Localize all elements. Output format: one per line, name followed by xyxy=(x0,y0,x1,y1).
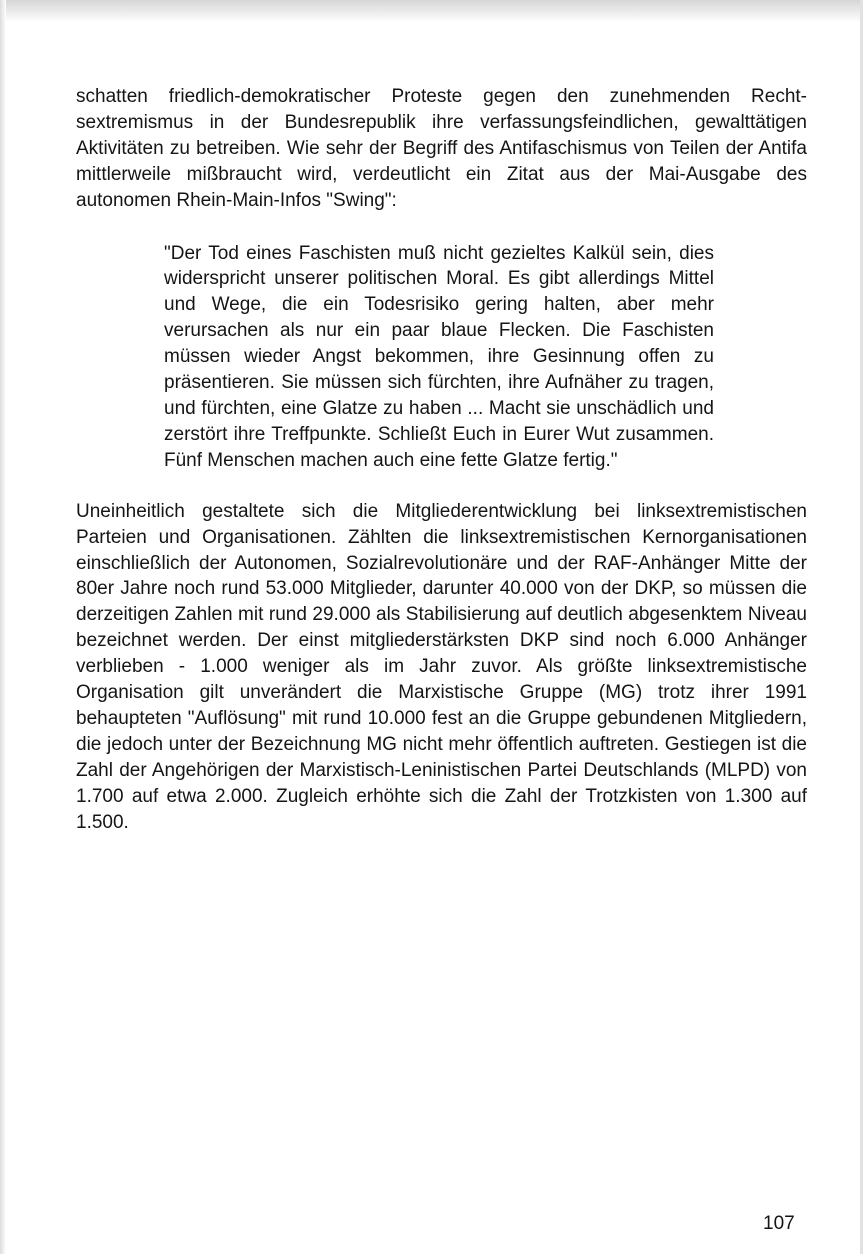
scan-shadow-left xyxy=(0,0,6,1254)
block-quote-swing: "Der Tod eines Faschisten muß nicht gezieltes Kalkül sein, dies widerspricht unserer politischen Moral. Es gibt allerdings Mittel und Wege, die ein Todesrisiko gering halten, aber mehr verursachen als nur ein paar blaue Flecken. Die Faschisten müssen wieder Angst bekommen, ihre Gesinnung offen zu präsentieren. Sie müssen sich fürchten, ihre Aufnäher zu tragen, und fürchten, eine Glatze zu haben ... Macht sie unschädlich und zerstört ihre Treffpunkte. Schließt Euch in Eurer Wut zusammen. Fünf Menschen machen auch eine fette Glatze fertig." xyxy=(164,242,714,471)
page-number: 107 xyxy=(763,1213,795,1234)
document-page xyxy=(76,84,807,835)
body-paragraph-2: Uneinheitlich gestaltete sich die Mitgliederentwicklung bei linksextremistischen Parteien und Organisationen. Zählten die linksextremistischen Kernorganisationen einschließlich der Autonomen, Sozialrevolutionäre und der RAF-Anhänger Mitte der 80er Jahre noch rund 53.000 Mitglieder, darunter 40.000 von der DKP, so müssen die derzeitigen Zahlen mit rund 29.000 als Stabilisierung auf deutlich abgesenktem Niveau bezeichnet werden. Der einst mitgliederstärksten DKP sind noch 6.000 Anhänger verblieben - 1.000 weniger als im Jahr zuvor. Als größte linksextremistische Organisation gilt unverändert die Marxistische Gruppe (MG) trotz ihrer 1991 behaupteten "Auflösung" mit rund 10.000 fest an die Gruppe gebundenen Mitgliedern, die jedoch unter der Bezeichnung MG nicht mehr öffentlich auftreten. Gestiegen ist die Zahl der Angehörigen der Marxistisch-Leninistischen Partei Deutschlands (MLPD) von 1.700 auf etwa 2.000. Zugleich erhöhte sich die Zahl der Trotzkisten von 1.300 auf 1.500. xyxy=(76,500,807,833)
scan-shadow-top xyxy=(0,0,863,22)
body-paragraph-1: schatten friedlich-demokratischer Proteste gegen den zunehmenden Rechtsextremismus in der Bundesrepublik ihre verfassungsfeindlichen, gewalttätigen Aktivitäten zu betreiben. Wie sehr der Begriff des Antifaschismus von Teilen der Antifa mittlerweile mißbraucht wird, verdeutlicht ein Zitat aus der Mai-Ausgabe des autonomen Rhein-Main-Infos "Swing": xyxy=(76,86,807,211)
